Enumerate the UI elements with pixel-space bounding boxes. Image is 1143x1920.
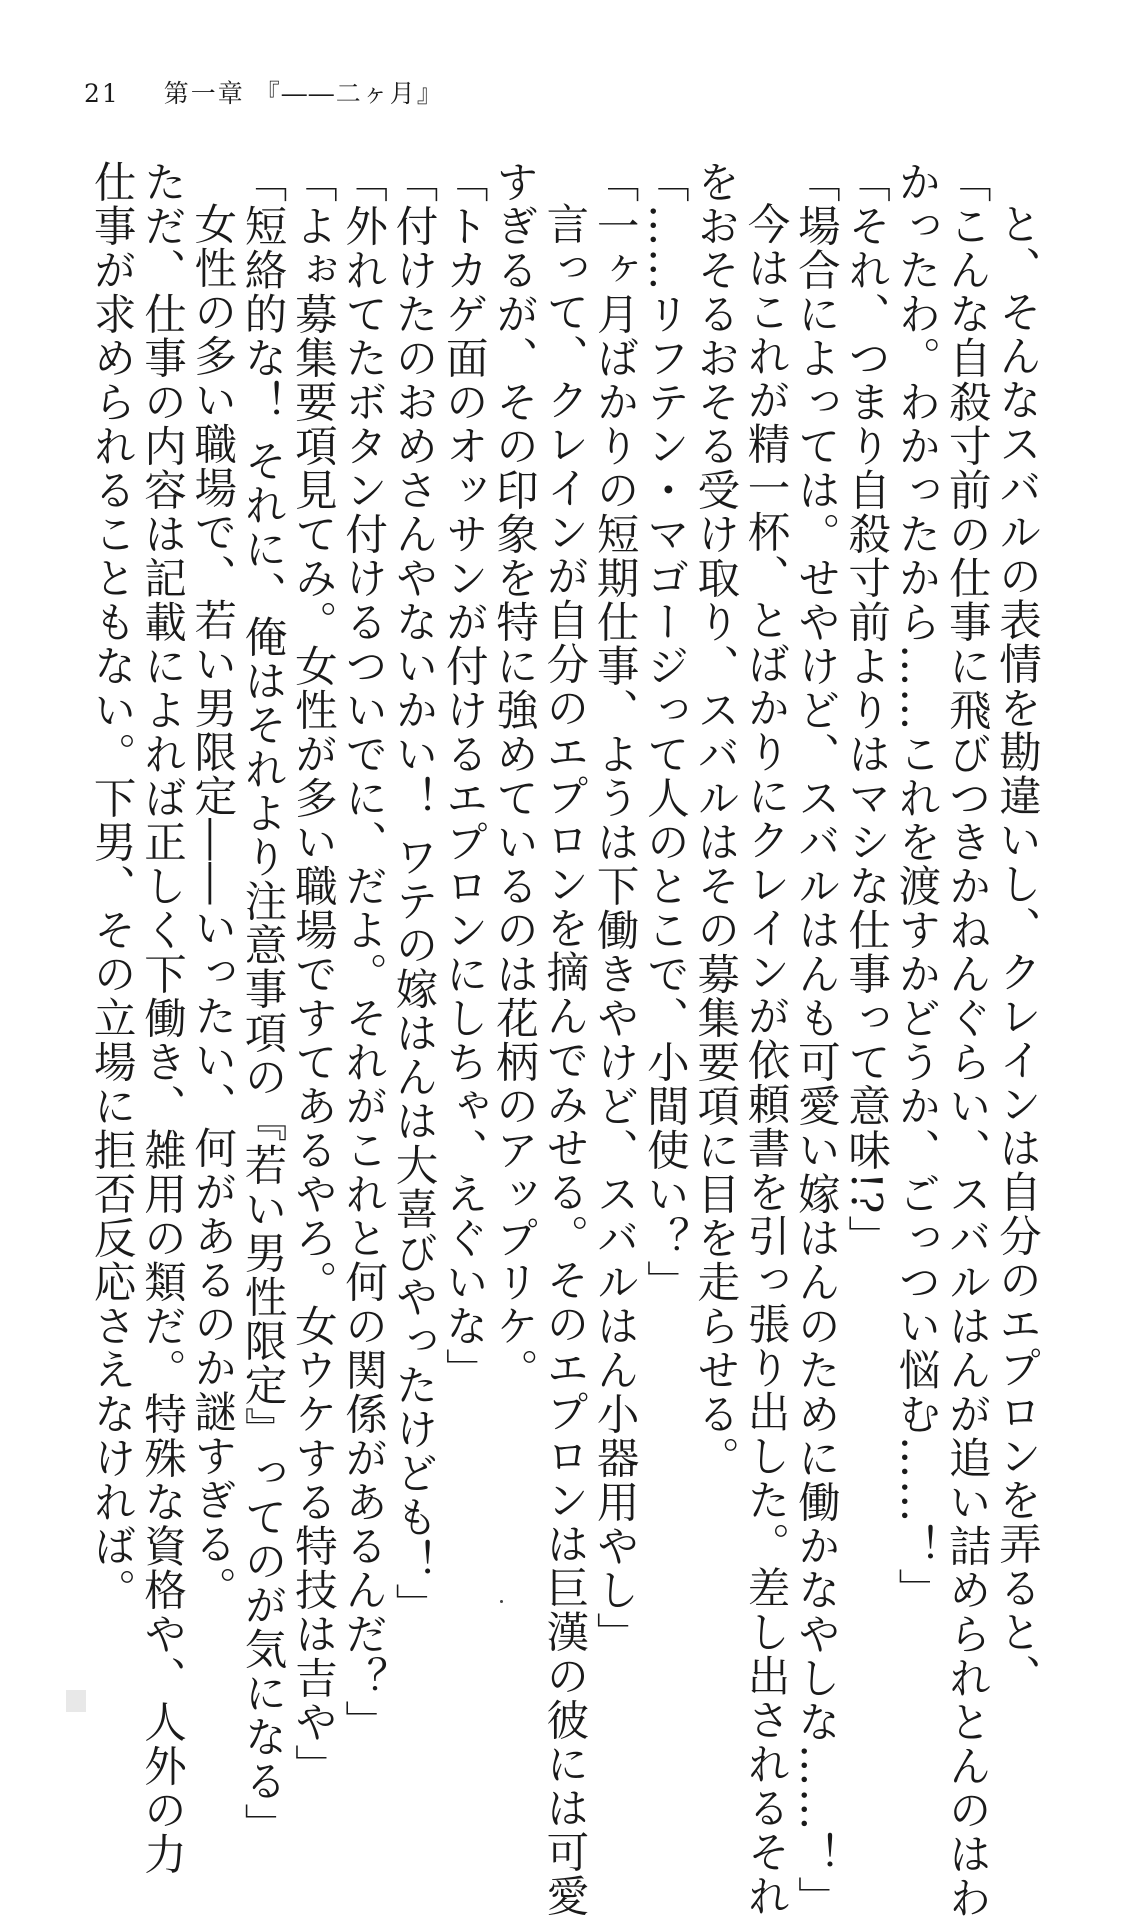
text-line: かったわ。わかったから……これを渡すかどうか、ごっつい悩む……！」 xyxy=(891,160,941,1612)
chapter-title: 第一章 『――二ヶ月』 xyxy=(163,79,444,108)
text-line: 「それ、つまり自殺寸前よりはマシな仕事って意味!?」 xyxy=(841,160,891,1259)
text-line: 言って、クレインが自分のエプロンを摘んでみせる。そのエプロンは巨漢の彼には可愛 xyxy=(539,202,589,1918)
text-line: をおそるおそる受け取り、スバルはその募集要項に目を走らせる。 xyxy=(690,160,740,1480)
text-line: 女性の多い職場で、若い男限定――いったい、何があるのか謎すぎる。 xyxy=(187,202,237,1610)
text-line: 「……リフテン・マゴージって人のとこで、小間使い？」 xyxy=(639,160,689,1304)
text-line: 今はこれが精一杯、とばかりにクレインが依頼書を引っ張り出した。差し出されるそれ xyxy=(740,202,790,1918)
text-line: 仕事が求められることもない。下男、その立場に拒否反応さえなければ。 xyxy=(86,160,136,1612)
page-number: 21 xyxy=(84,79,120,108)
page-speck xyxy=(500,1600,503,1603)
body-text xyxy=(86,160,1041,1920)
text-line: 「一ヶ月ばかりの短期仕事、ようは下働きやけど、スバルはん小器用やし」 xyxy=(589,160,639,1656)
text-line: 「こんな自殺寸前の仕事に飛びつきかねんぐらい、スバルはんが追い詰められとんのはわ xyxy=(941,160,991,1920)
text-line: 「短絡的な！ それに、俺はそれより注意事項の『若い男性限定』ってのが気になる」 xyxy=(237,160,287,1848)
text-line: と、そんなスバルの表情を勘違いし、クレインは自分のエプロンを弄ると、 xyxy=(992,202,1041,1698)
text-line: すぎるが、その印象を特に強めているのは花柄のアップリケ。 xyxy=(489,160,539,1392)
text-line: 「外れてたボタン付けるついでに、だよ。それがこれと何の関係があるんだ？」 xyxy=(338,160,388,1744)
text-line: ただ、仕事の内容は記載によれば正しく下働き、雑用の類だ。特殊な資格や、人外の力 xyxy=(136,160,186,1876)
text-line: 「よぉ募集要項見てみ。女性が多い職場ですてあるやろ。女ウケする特技は吉や」 xyxy=(287,160,337,1788)
text-line: 「トカゲ面のオッサンが付けるエプロンにしちゃ、えぐいな」 xyxy=(438,160,488,1392)
scan-edge-mark xyxy=(66,1690,86,1712)
text-line: 「場合によっては。せやけど、スバルはんも可愛い嫁はんのために働かなやしな……！」 xyxy=(790,160,840,1920)
running-header xyxy=(84,74,444,110)
text-line: 「付けたのおめさんやないかい！ ワテの嫁はんは大喜びやったけども！」 xyxy=(388,160,438,1628)
